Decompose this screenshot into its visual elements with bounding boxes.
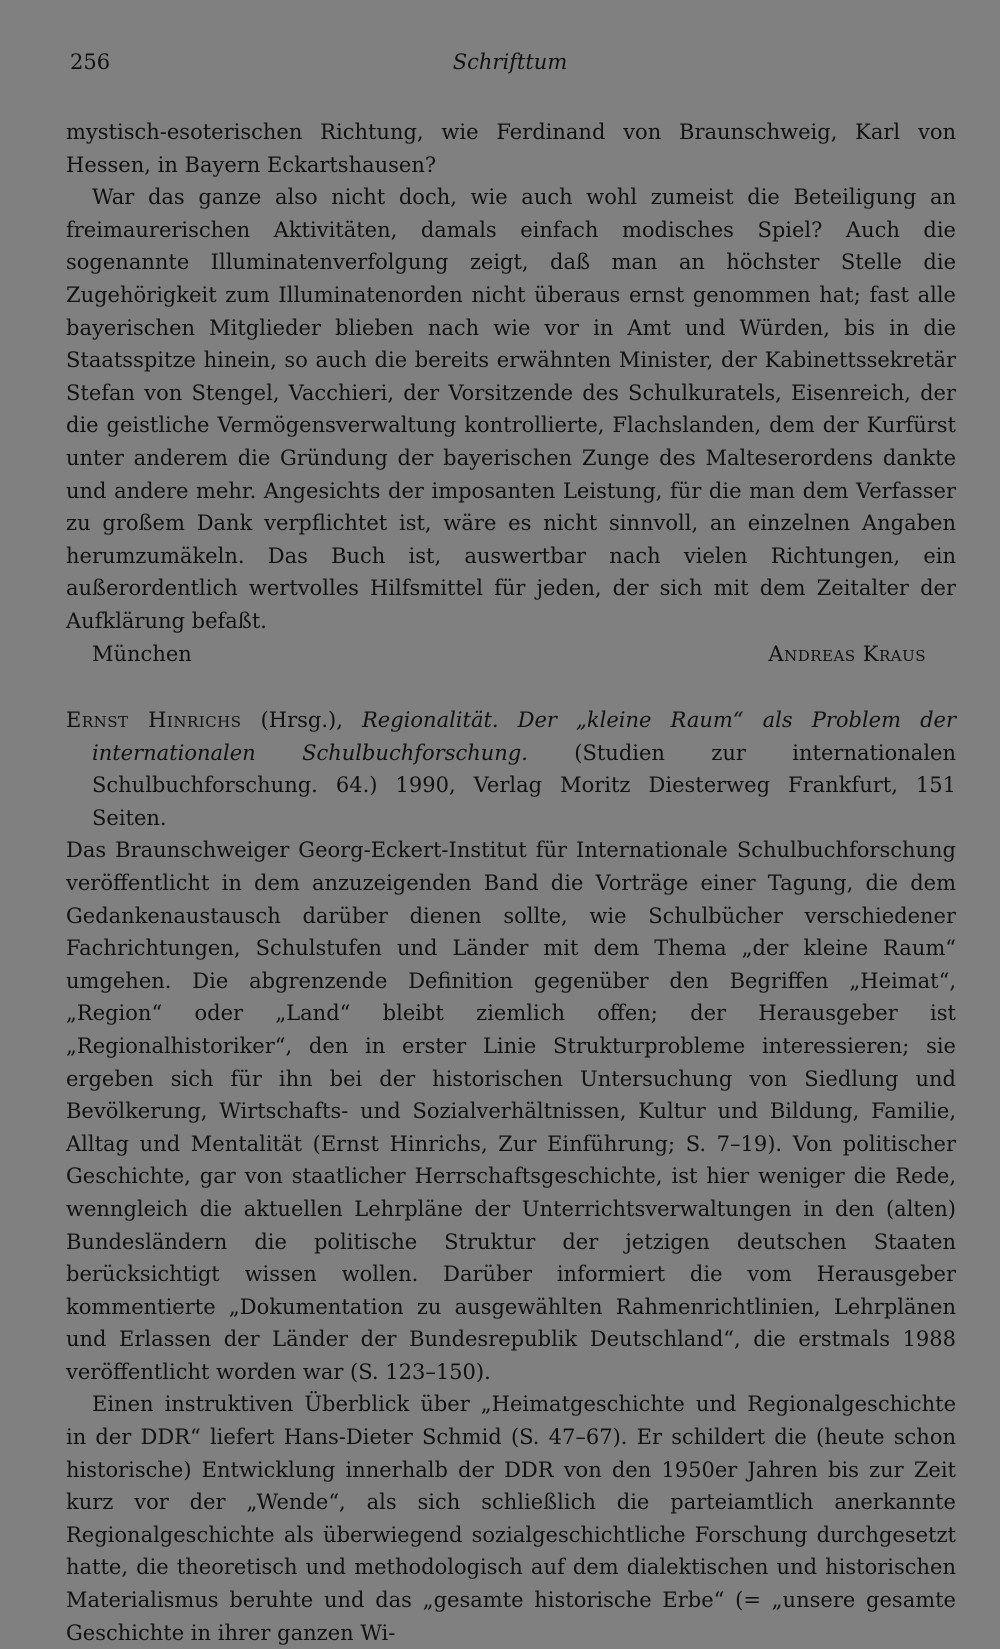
review-hinrichs (66, 704, 956, 1649)
running-head (70, 50, 950, 84)
page-number: 256 (70, 50, 111, 74)
paragraph: War das ganze also nicht doch, wie auch wohl zumeist die Beteiligung an freimaurerischen Aktivitäten, damals einfach modisches Spiel? Auch die sogenannte Illuminatenverfolgung zeigt, daß man an höchster Stelle die Zugehörigkeit zum Illuminatenorden nicht überaus ernst genommen hat; fast alle bayerischen Mitglieder blieben nach wie vor in Amt und Würden, bis in die Staatsspitze hinein, so auch die bereits erwähnten Minister, der Kabinettssekretär Stefan von Stengel, Vacchieri, der Vorsitzende des Schulkuratels, Eisenreich, der die geistliche Vermögensverwaltung kontrollierte, Flachslanden, dem der Kurfürst unter anderem die Gründung der bayerischen Zunge des Malteserordens dankte und andere mehr. Angesichts der imposanten Leistung, für die man dem Verfasser zu großem Dank verpflichtet ist, wäre es nicht sinnvoll, an einzelnen Angaben herumzumäkeln. Das Buch ist, auswertbar nach vielen Richtungen, ein außerordentlich wertvolles Hilfsmittel für jeden, der sich mit dem Zeitalter der Aufklärung befaßt. (66, 185, 956, 633)
section-title: Schrifttum (452, 50, 568, 74)
reviewer-name: Andreas Kraus (768, 641, 926, 666)
book-details: (Studien zur internationalen Schulbuchforschung. 64.) 1990, Verlag Moritz Diesterweg Frankfurt, 151 Seiten. (92, 740, 956, 830)
paragraph: Das Braunschweiger Georg-Eckert-Institut für Internationale Schulbuchforschung veröffentlicht in dem anzuzeigenden Band die Vorträge einer Tagung, die dem Gedankenaustausch darüber dienen sollte, wie Schulbücher verschiedener Fachrichtungen, Schulstufen und Länder mit dem Thema „der kleine Raum“ umgehen. Die abgrenzende Definition gegenüber den Begriffen „Heimat“, „Region“ oder „Land“ bleibt ziemlich offen; der Herausgeber ist „Regionalhistoriker“, den in erster Linie Strukturprobleme interessieren; sie ergeben sich für ihn bei der historischen Untersuchung von Siedlung und Bevölkerung, Wirtschafts- und Sozialverhältnissen, Kultur und Bildung, Familie, Alltag und Mentalität (Ernst Hinrichs, Zur Einführung; S. 7–19). Von politischer Geschichte, gar von staatlicher Herrschaftsgeschichte, ist hier weniger die Rede, wenngleich die aktuellen Lehrpläne der Unterrichtsverwaltungen in den (alten) Bundesländern die politische Struktur der jetzigen deutschen Staaten berücksichtigt wissen wollen. Darüber informiert die vom Herausgeber kommentierte „Dokumentation zu ausgewählten Rahmenrichtlinien, Lehrplänen und Erlassen der Länder der Bundesrepublik Deutschland“, die erstmals 1988 veröffentlicht worden war (S. 123–150). (66, 838, 956, 1384)
paragraph: Einen instruktiven Überblick über „Heimatgeschichte und Regionalgeschichte in der DDR“ liefert Hans-Dieter Schmid (S. 47–67). Er schildert die (heute schon historische) Entwicklung innerhalb der DDR von den 1950er Jahren bis zur Zeit kurz vor der „Wende“, als sich schließlich die parteiamtlich anerkannte Regionalgeschichte als überwiegend sozialgeschichtliche Forschung durchgesetzt hatte, die theoretisch und methodologisch auf dem dialektischen und historischen Materialismus beruhte und das „gesamte historische Erbe“ (= „unsere gesamte Geschichte in ihrer ganzen Wi- (66, 1392, 956, 1645)
book-author: Ernst Hinrichs (66, 708, 242, 732)
book-title: Regionalität. Der „kleine Raum“ als Problem der internationalen Schulbuchforschung. (92, 708, 956, 765)
book-role: (Hrsg.), (241, 708, 362, 732)
bibliographic-entry (66, 704, 956, 834)
review-signature (66, 638, 956, 671)
paragraph: mystisch-esoterischen Richtung, wie Ferdinand von Braunschweig, Karl von Hessen, in Bayern Eckartshausen? (66, 120, 956, 177)
review-place: München (92, 641, 192, 666)
review-continuation (66, 116, 956, 670)
